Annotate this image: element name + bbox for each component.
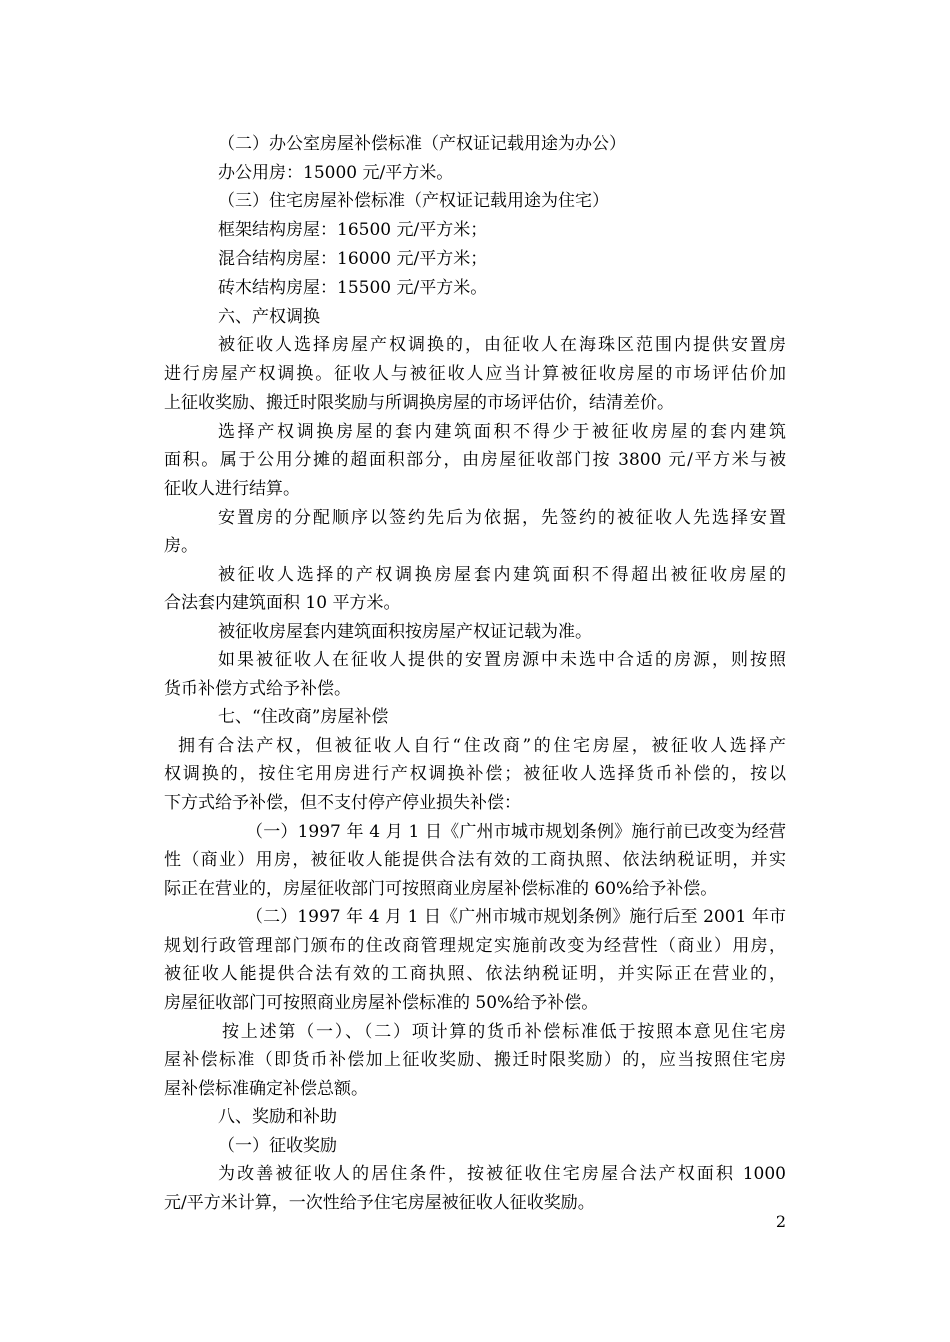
chapter-heading: 六、产权调换	[218, 307, 320, 327]
paragraph-line: 为改善被征收人的居住条件，按被征收住宅房屋合法产权面积 1000	[218, 1164, 786, 1184]
paragraph-line: 被征收人选择的产权调换房屋套内建筑面积不得超出被征收房屋的	[218, 565, 786, 585]
page-number: 2	[775, 1212, 786, 1231]
section-heading: （二）办公室房屋补偿标准（产权证记载用途为办公）	[218, 134, 626, 154]
paragraph-line: 选择产权调换房屋的套内建筑面积不得少于被征收房屋的套内建筑	[218, 422, 786, 442]
paragraph-line: 房。	[164, 536, 198, 556]
paragraph-line: 际正在营业的，房屋征收部门可按照商业房屋补偿标准的 60%给予补偿。	[164, 879, 718, 899]
body-line: 砖木结构房屋：15500 元/平方米。	[218, 278, 488, 298]
paragraph-line: 被征收人选择房屋产权调换的，由征收人在海珠区范围内提供安置房	[218, 335, 786, 355]
chapter-heading: 八、奖励和补助	[218, 1107, 337, 1127]
chapter-heading: 七、“住改商”房屋补偿	[218, 707, 389, 727]
paragraph-line: 规划行政管理部门颁布的住改商管理规定实施前改变为经营性（商业）用房，	[164, 936, 786, 956]
paragraph-line: 征收人进行结算。	[164, 479, 300, 499]
body-line: 框架结构房屋：16500 元/平方米；	[218, 220, 488, 240]
paragraph-line: （一）1997 年 4 月 1 日《广州市城市规划条例》施行前已改变为经营	[246, 822, 786, 842]
paragraph-line: 屋补偿标准（即货币补偿加上征收奖励、搬迁时限奖励）的，应当按照住宅房	[164, 1050, 786, 1070]
paragraph-line: 元/平方米计算，一次性给予住宅房屋被征收人征收奖励。	[164, 1193, 595, 1213]
paragraph-line: 权调换的，按住宅用房进行产权调换补偿；被征收人选择货币补偿的，按以	[164, 764, 786, 784]
paragraph-line: 下方式给予补偿，但不支付停产停业损失补偿：	[164, 793, 521, 813]
paragraph-line: 安置房的分配顺序以签约先后为依据，先签约的被征收人先选择安置	[218, 508, 786, 528]
paragraph-line: 如果被征收人在征收人提供的安置房源中未选中合适的房源，则按照	[218, 650, 786, 670]
paragraph-line: 拥有合法产权，但被征收人自行“住改商”的住宅房屋，被征收人选择产	[178, 736, 786, 756]
paragraph-line: 性（商业）用房，被征收人能提供合法有效的工商执照、依法纳税证明，并实	[164, 850, 786, 870]
paragraph-line: 房屋征收部门可按照商业房屋补偿标准的 50%给予补偿。	[164, 993, 599, 1013]
paragraph-line: 屋补偿标准确定补偿总额。	[164, 1079, 368, 1099]
paragraph-line: 按上述第（一）、（二）项计算的货币补偿标准低于按照本意见住宅房	[222, 1022, 786, 1042]
paragraph-line: 被征收人能提供合法有效的工商执照、依法纳税证明，并实际正在营业的，	[164, 964, 786, 984]
body-line: 办公用房：15000 元/平方米。	[218, 163, 454, 183]
paragraph-line: 货币补偿方式给予补偿。	[164, 679, 351, 699]
paragraph-line: 上征收奖励、搬迁时限奖励与所调换房屋的市场评估价，结清差价。	[164, 393, 674, 413]
paragraph-line: （二）1997 年 4 月 1 日《广州市城市规划条例》施行后至 2001 年市	[246, 907, 786, 927]
section-heading: （三）住宅房屋补偿标准（产权证记载用途为住宅）	[218, 191, 609, 211]
section-heading: （一）征收奖励	[218, 1136, 337, 1156]
body-line: 混合结构房屋：16000 元/平方米；	[218, 249, 488, 269]
paragraph-line: 进行房屋产权调换。征收人与被征收人应当计算被征收房屋的市场评估价加	[164, 364, 786, 384]
paragraph-line: 面积。属于公用分摊的超面积部分，由房屋征收部门按 3800 元/平方米与被	[164, 450, 786, 470]
paragraph-line: 被征收房屋套内建筑面积按房屋产权证记载为准。	[218, 622, 592, 642]
paragraph-line: 合法套内建筑面积 10 平方米。	[164, 593, 401, 613]
